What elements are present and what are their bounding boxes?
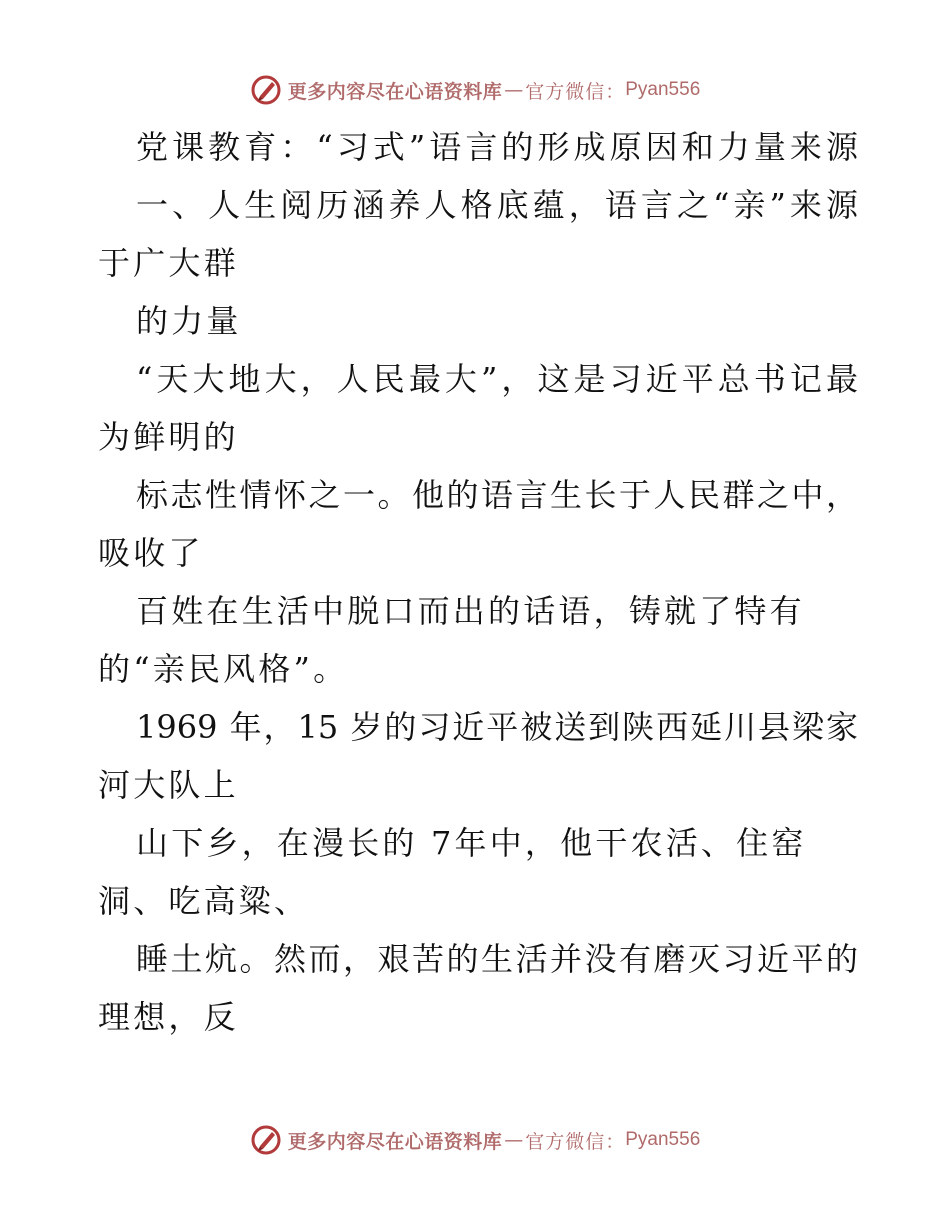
text-line: 于广大群 — [98, 244, 239, 282]
watermark-label: 官方微信： — [525, 80, 626, 103]
watermark-label: 官方微信： — [525, 1130, 626, 1153]
watermark-site: 更多内容尽在心语资料库 — [287, 80, 503, 103]
watermark-id: Pyan556 — [625, 1129, 701, 1150]
text-line: 1969 年，15 岁的习近平被送到陕西延川县梁家 — [136, 708, 858, 746]
text-line: 睡土炕。然而，艰苦的生活并没有磨灭习近平的 — [136, 940, 858, 978]
text-line: 一、人生阅历涵养人格底蕴，语言之“亲”来源 — [136, 186, 858, 224]
watermark-site: 更多内容尽在心语资料库 — [287, 1130, 503, 1153]
text-line: 百姓在生活中脱口而出的话语，铸就了特有 — [136, 592, 805, 630]
watermark-separator: — — [504, 1129, 524, 1151]
watermark-separator: — — [504, 79, 524, 101]
footer-watermark — [0, 1120, 950, 1160]
text-line: 理想，反 — [98, 998, 239, 1036]
text-line: 党课教育：“习式”语言的形成原因和力量来源 — [136, 128, 858, 166]
text-line: 的力量 — [136, 302, 242, 340]
text-line: 河大队上 — [98, 766, 239, 804]
text-line: 标志性情怀之一。他的语言生长于人民群之中， — [136, 476, 858, 514]
pen-logo-icon — [250, 74, 282, 106]
text-line: “天大地大，人民最大”，这是习近平总书记最 — [136, 360, 858, 398]
document-body — [98, 118, 858, 1046]
text-line: 山下乡，在漫长的 7年中，他干农活、住窑 — [136, 824, 807, 862]
text-line: 为鲜明的 — [98, 418, 239, 456]
pen-logo-icon — [250, 1124, 282, 1156]
header-watermark — [0, 70, 950, 110]
text-line: 的“亲民风格”。 — [98, 650, 349, 688]
watermark-id: Pyan556 — [625, 79, 701, 100]
text-line: 吸收了 — [98, 534, 204, 572]
text-line: 洞、吃高粱、 — [98, 882, 310, 920]
